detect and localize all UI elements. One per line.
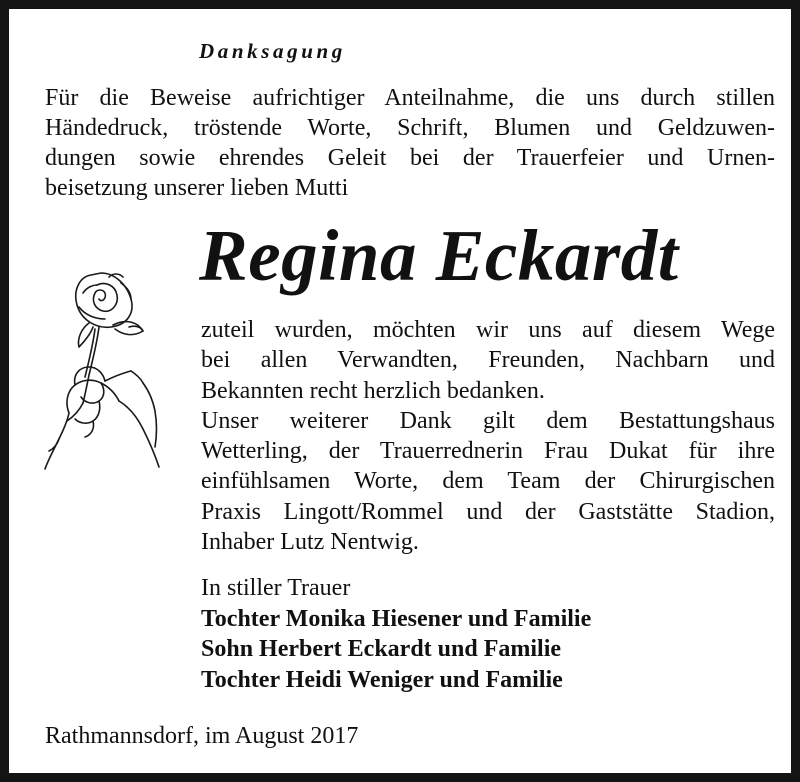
family-signature: Tochter Heidi Weniger und Familie [201, 666, 563, 693]
body-line: Bekannten recht herzlich bedanken. [201, 377, 545, 404]
family-signature: Sohn Herbert Eckardt und Familie [201, 636, 562, 662]
place-and-date: Rathmannsdorf, im August 2017 [45, 723, 359, 749]
intro-line: Für die Beweise aufrichtiger Anteilnahme, die uns durch stillen [45, 85, 775, 111]
body-line: Inhaber Lutz Nentwig. [201, 529, 419, 556]
body-line: Praxis Lingott/Rommel und der Gaststätte Stadion, [201, 498, 775, 525]
body-line: bei allen Verwandten, Freunden, Nachbarn und [201, 347, 775, 374]
body-line: zuteil wurden, möchten wir uns auf diesem Wege [201, 317, 775, 343]
intro-line: Händedruck, tröstende Worte, Schrift, Blumen und Geldzuwen- [45, 115, 775, 141]
body-line: einfühlsamen Worte, dem Team der Chirurgischen [201, 468, 775, 495]
signature-block [201, 573, 591, 695]
notice-heading: Danksagung [199, 39, 346, 63]
signature-intro: In stiller Trauer [201, 575, 351, 601]
intro-line: beisetzung unserer lieben Mutti [45, 175, 349, 201]
body-line: Unser weiterer Dank gilt dem Bestattungshaus [201, 407, 775, 434]
family-signature: Tochter Monika Hiesener und Familie [201, 605, 592, 632]
intro-paragraph [45, 83, 775, 203]
thanks-paragraph [201, 315, 775, 557]
body-line: Wetterling, der Trauerrednerin Frau Dukat für ihre [201, 438, 775, 465]
hand-holding-rose-icon [39, 263, 189, 473]
deceased-name: Regina Eckardt [199, 215, 679, 296]
intro-line: dungen sowie ehrendes Geleit bei der Trauerfeier und Urnen- [45, 145, 775, 171]
